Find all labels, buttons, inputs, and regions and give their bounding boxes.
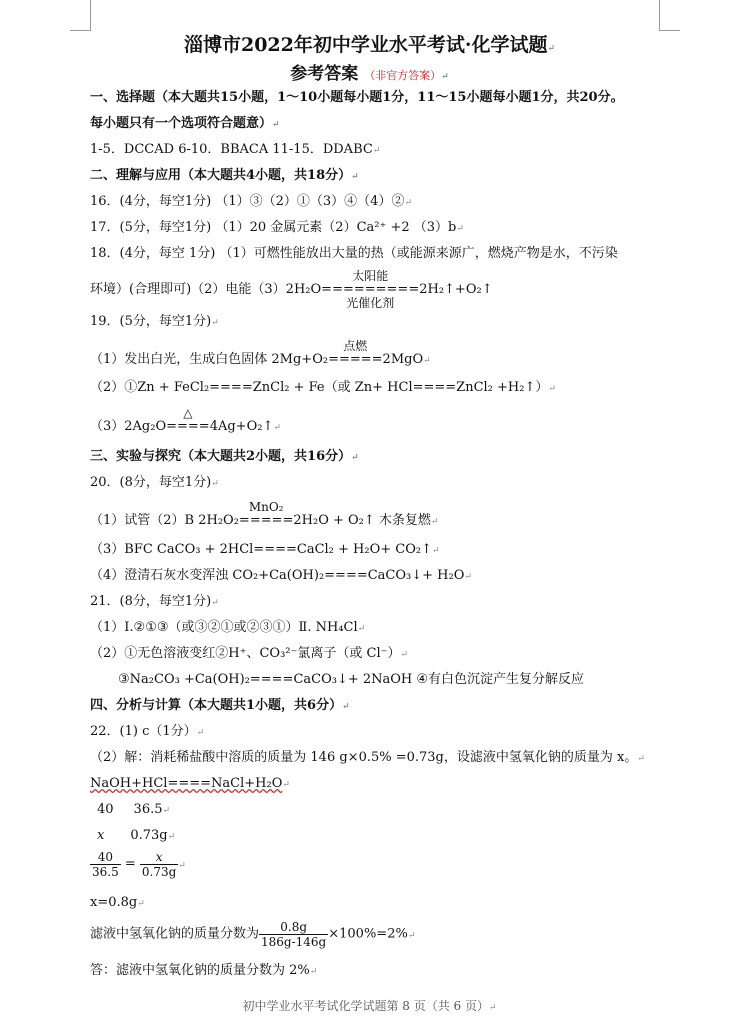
q16-answer: 16．(4分，每空1分) （1）③（2）①（3）④（4）②↵ xyxy=(90,194,412,209)
section-1-heading-cont: 每小题只有一个选项符合题意）↵ xyxy=(90,116,280,131)
fraction-mass: $\frac{0.8g}{186g-146g}$ xyxy=(261,920,327,949)
page-footer: 初中学业水平考试化学试题第 8 页（共 6 页）↵ xyxy=(242,999,497,1013)
q21-part1: （1）Ⅰ.②①③（或③②①或②③①）Ⅱ. NH₄Cl↵ xyxy=(90,620,366,635)
q19-heading: 19．(5分，每空1分)↵ xyxy=(90,314,219,329)
q22-part1: 22．(1) c（1分）↵ xyxy=(90,724,205,739)
section-1-heading: 一、选择题（本大题共15小题，1～10小题每小题1分，11～15小题每小题1分，共20分。 xyxy=(90,90,624,105)
reaction-condition-ignite: 点燃 ===== xyxy=(328,339,383,367)
q20-part3: （3）BFC CaCO₃ + 2HCl====CaCl₂ + H₂O+ CO₂↑↵ xyxy=(90,542,440,557)
q18-answer: 18．(4分，每空 1分) （1）可燃性能放出大量的热（或能源来源广，燃烧产物是水，不污染 xyxy=(90,246,618,261)
q19-part3: （3）2Ag₂O △ ====4Ag+O₂↑↵ xyxy=(90,406,281,434)
q21-part3: ③Na₂CO₃ +Ca(OH)₂====CaCO₃↓+ 2NaOH ④有白色沉淀产生复分解反应 xyxy=(118,672,585,687)
crop-mark-top-left xyxy=(70,0,91,31)
page-title: 淄博市2022年初中学业水平考试·化学试题↵ xyxy=(183,34,556,56)
q20-part4: （4）澄清石灰水变浑浊 CO₂+Ca(OH)₂====CaCO₃↓+ H₂O↵ xyxy=(90,568,472,583)
subtitle-note: （非官方答案） xyxy=(364,69,442,82)
reaction-condition-solar: 太阳能 ========= 光催化剂 xyxy=(321,269,420,310)
crop-mark-top-right xyxy=(659,0,680,31)
q17-answer: 17．(5分，每空1分) （1）20 金属元素（2）Ca²⁺ +2 （3）b↵ xyxy=(90,220,464,235)
fraction-left: $\frac{40}{36.5}$ xyxy=(92,850,119,879)
x-value: x=0.8g↵ xyxy=(90,895,145,910)
reaction-condition-catalyst: MnO₂ ===== xyxy=(238,500,294,528)
final-answer: 答：滤液中氢氧化钠的质量分数为 2%↵ xyxy=(90,963,318,978)
section-2-heading: 二、理解与应用（本大题共4小题，共18分）↵ xyxy=(90,168,359,183)
q19-part1: （1）发出白光，生成白色固体 2Mg+O₂ 点燃 =====2MgO↵ xyxy=(90,339,431,367)
section-1-answers: 1-5．DCCAD 6-10．BBACA 11-15．DDABC↵ xyxy=(90,142,381,157)
q20-part1: （1）试管（2）B 2H₂O₂ MnO₂ =====2H₂O + O₂↑ 木条复燃↵ xyxy=(90,500,439,528)
ratio-row-2: x 0.73g↵ xyxy=(97,828,176,843)
section-3-heading: 三、实验与探究（本大题共2小题，共16分）↵ xyxy=(90,449,359,464)
reaction-condition-heat: △ ==== xyxy=(166,406,210,434)
proportion-equation: $\frac{40}{36.5}$ = $\frac{x}{0.73g}$ ↵ xyxy=(92,850,186,879)
q22-part2: （2）解：消耗稀盐酸中溶质的质量为 146 g×0.5% =0.73g，设滤液中氢氧化钠的质量为 x。↵ xyxy=(90,750,645,765)
q19-part2: （2）①Zn + FeCl₂====ZnCl₂ + Fe（或 Zn+ HCl====ZnCl₂ +H₂↑）↵ xyxy=(90,380,556,395)
q22-equation: NaOH+HCl====NaCl+H₂O↵ xyxy=(90,776,290,791)
fraction-right: $\frac{x}{0.73g}$ xyxy=(141,850,177,879)
section-4-heading: 四、分析与计算（本大题共1小题，共6分）↵ xyxy=(90,698,350,713)
mass-fraction-calc: 滤液中氢氧化钠的质量分数为 $\frac{0.8g}{186g-146g}$ ×100%=2%↵ xyxy=(90,920,416,949)
q20-heading: 20．(8分，每空1分)↵ xyxy=(90,475,219,490)
q18-answer-cont: 环境）(合理即可)（2）电能（3）2H₂O 太阳能 ========= 光催化剂 2H₂↑+O₂↑ xyxy=(90,269,493,310)
page-subtitle: 参考答案 （非官方答案）↵ xyxy=(290,64,449,84)
q21-heading: 21．(8分，每空1分)↵ xyxy=(90,594,219,609)
ratio-row-1: 40 36.5↵ xyxy=(97,802,171,817)
q21-part2: （2）①无色溶液变红②H⁺、CO₃²⁻氯离子（或 Cl⁻）↵ xyxy=(90,646,409,661)
